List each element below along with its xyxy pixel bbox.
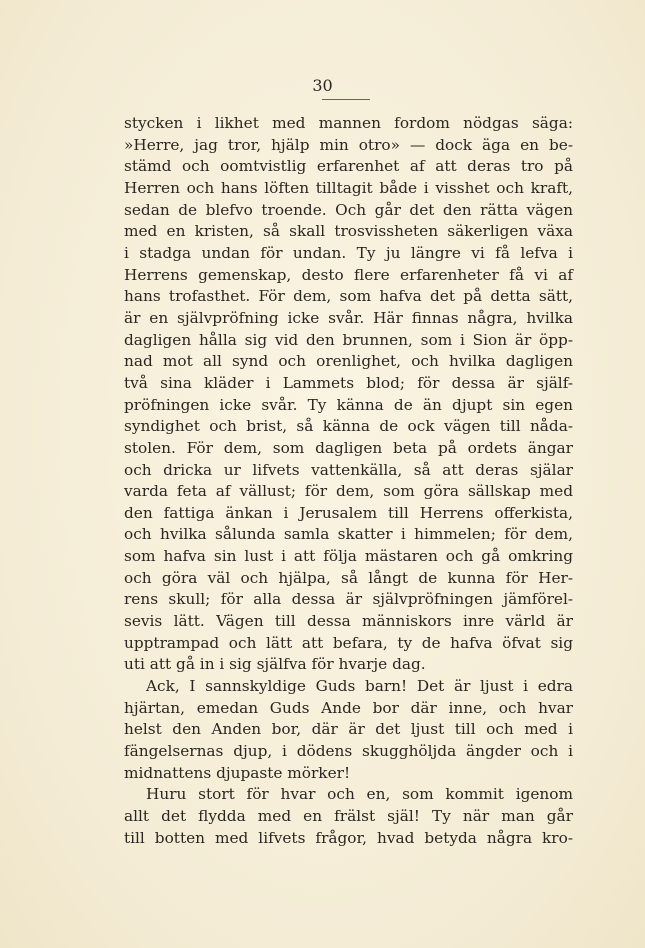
text-line: midnattens djupaste mörker! <box>124 763 351 782</box>
page-number-rule <box>322 99 370 100</box>
text-line: är en självpröfning icke svår. Här finnas några, hvilka <box>124 308 573 327</box>
text-line: helst den Anden bor, där är det ljust till och med i <box>124 720 573 739</box>
text-line: syndighet och brist, så känna de ock vägen till nåda- <box>124 417 573 436</box>
body-text <box>124 113 573 849</box>
text-line: stolen. För dem, som dagligen beta på ordets ängar <box>124 438 573 457</box>
text-line: och göra väl och hjälpa, så långt de kunna för Her- <box>124 568 573 587</box>
text-line: som hafva sin lust i att följa mästaren och gå omkring <box>124 547 573 566</box>
text-line: Herrens gemenskap, desto flere erfarenheter få vi af <box>124 265 573 284</box>
text-line: stämd och oomtvistlig erfarenhet af att deras tro på <box>124 157 573 176</box>
text-line: varda feta af vällust; för dem, som göra sällskap med <box>124 482 573 501</box>
text-line: och dricka ur lifvets vattenkälla, så att deras själar <box>124 460 573 479</box>
text-line: nad mot all synd och orenlighet, och hvilka dagligen <box>124 352 573 371</box>
text-line: upptrampad och lätt att befara, ty de hafva öfvat sig <box>124 633 573 652</box>
text-line: i stadga undan för undan. Ty ju längre vi få lefva i <box>124 243 573 262</box>
text-line: till botten med lifvets frågor, hvad betyda några kro- <box>124 828 573 847</box>
text-line: med en kristen, så skall trosvissheten säkerligen växa <box>124 222 573 241</box>
text-line: sevis lätt. Vägen till dessa människors inre värld är <box>124 612 573 631</box>
text-line: hjärtan, emedan Guds Ande bor där inne, och hvar <box>124 698 573 717</box>
page-number: 30 <box>312 76 333 95</box>
text-line: hans trofasthet. För dem, som hafva det på detta sätt, <box>124 287 573 306</box>
text-line: och hvilka sålunda samla skatter i himmelen; för dem, <box>124 525 573 544</box>
text-line: stycken i likhet med mannen fordom nödgas säga: <box>124 114 573 132</box>
text-line: dagligen hålla sig vid den brunnen, som i Sion är öpp- <box>124 330 573 349</box>
text-line: uti att gå in i sig själfva för hvarje dag. <box>124 655 426 674</box>
text-line: Huru stort för hvar och en, som kommit igenom <box>146 785 573 804</box>
text-line: allt det flydda med en frälst själ! Ty när man går <box>124 807 573 825</box>
text-line: Ack, I sannskyldige Guds barn! Det är ljust i edra <box>146 677 573 696</box>
text-line: pröfningen icke svår. Ty känna de än djupt sin egen <box>124 395 573 414</box>
text-line: den fattiga änkan i Jerusalem till Herrens offerkista, <box>124 503 573 522</box>
text-line: »Herre, jag tror, hjälp min otro» — dock äga en be- <box>124 135 573 154</box>
text-line: två sina kläder i Lammets blod; för dessa är själf- <box>124 373 573 392</box>
text-line: rens skull; för alla dessa är självpröfningen jämförel- <box>124 590 573 609</box>
text-line: sedan de blefvo troende. Och går det den rätta vägen <box>124 200 573 219</box>
text-line: Herren och hans löften tilltagit både i visshet och kraft, <box>124 178 573 197</box>
text-line: fängelsernas djup, i dödens skugghöljda ängder och i <box>124 742 573 761</box>
